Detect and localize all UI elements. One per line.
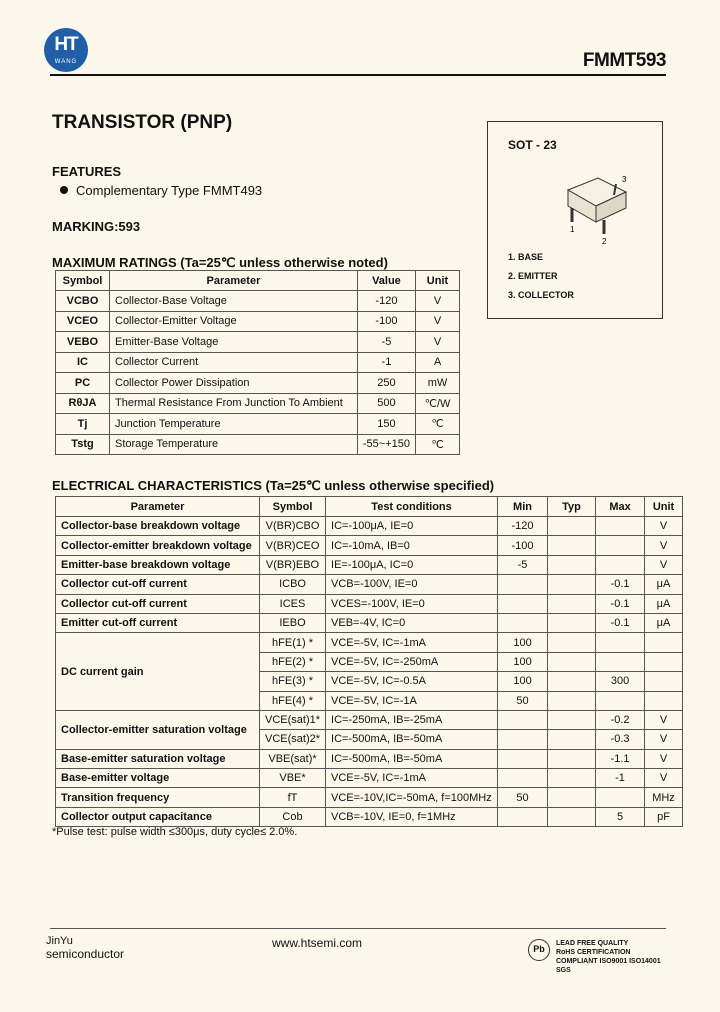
package-box xyxy=(487,121,663,319)
table-cell: hFE(3) * xyxy=(260,672,326,691)
table-cell xyxy=(596,788,645,807)
company-logo xyxy=(44,28,88,72)
table-row xyxy=(56,332,460,353)
col-header: Test conditions xyxy=(326,497,498,517)
table-cell: VCB=-100V, IE=0 xyxy=(326,575,498,594)
table-cell: VCE=-10V,IC=-50mA, f=100MHz xyxy=(326,788,498,807)
col-header: Min xyxy=(498,497,548,517)
pin-3-desc: 3. COLLECTOR xyxy=(508,290,574,300)
table-cell: DC current gain xyxy=(56,633,260,711)
table-cell: IC=-500mA, IB=-50mA xyxy=(326,730,498,749)
table-row xyxy=(56,749,683,768)
table-cell: Collector-base breakdown voltage xyxy=(56,517,260,536)
table-cell: 500 xyxy=(357,393,415,414)
table-cell xyxy=(596,517,645,536)
electrical-heading: ELECTRICAL CHARACTERISTICS (Ta=25℃ unless otherwise specified) xyxy=(52,478,495,493)
table-cell: -100 xyxy=(498,536,548,555)
table-cell: μA xyxy=(645,594,683,613)
table-cell: V xyxy=(645,517,683,536)
table-cell: V xyxy=(416,291,460,312)
table-cell: -120 xyxy=(498,517,548,536)
table-cell: IEBO xyxy=(260,613,326,632)
table-cell xyxy=(596,555,645,574)
table-cell: VCE=-5V, IC=-0.5A xyxy=(326,672,498,691)
col-header: Symbol xyxy=(56,271,110,291)
table-cell: hFE(1) * xyxy=(260,633,326,652)
pin3-label: 3 xyxy=(622,175,627,184)
table-cell: -1 xyxy=(357,352,415,373)
table-cell: ℃ xyxy=(416,434,460,455)
website-link[interactable]: www.htsemi.com xyxy=(272,936,363,950)
table-cell: mW xyxy=(416,373,460,394)
table-cell: IC=-10mA, IB=0 xyxy=(326,536,498,555)
table-cell xyxy=(596,633,645,652)
footer-divider xyxy=(50,928,666,929)
table-cell xyxy=(548,710,596,729)
table-cell: VCB=-10V, IE=0, f=1MHz xyxy=(326,807,498,826)
table-cell: Base-emitter voltage xyxy=(56,769,260,788)
table-cell: V xyxy=(645,769,683,788)
table-cell xyxy=(645,691,683,710)
table-cell xyxy=(498,613,548,632)
table-cell: Emitter cut-off current xyxy=(56,613,260,632)
col-header: Max xyxy=(596,497,645,517)
header-divider xyxy=(50,74,666,76)
table-cell: Tj xyxy=(56,414,110,435)
bullet-icon xyxy=(60,186,68,194)
table-cell: VCE=-5V, IC=-1A xyxy=(326,691,498,710)
table-cell: IC=-500mA, IB=-50mA xyxy=(326,749,498,768)
lead-free-icon: Pb xyxy=(528,939,550,961)
col-header: Value xyxy=(357,271,415,291)
table-cell: VCE=-5V, IC=-1mA xyxy=(326,769,498,788)
table-cell: -0.1 xyxy=(596,613,645,632)
table-row xyxy=(56,575,683,594)
col-header: Typ xyxy=(548,497,596,517)
table-cell: Collector output capacitance xyxy=(56,807,260,826)
col-header: Parameter xyxy=(56,497,260,517)
table-cell: ICBO xyxy=(260,575,326,594)
table-cell: -1 xyxy=(596,769,645,788)
table-cell: Collector-emitter breakdown voltage xyxy=(56,536,260,555)
table-cell: -120 xyxy=(357,291,415,312)
table-cell xyxy=(548,594,596,613)
table-cell: hFE(4) * xyxy=(260,691,326,710)
table-cell xyxy=(548,575,596,594)
table-cell: Junction Temperature xyxy=(110,414,358,435)
pin-1-desc: 1. BASE xyxy=(508,252,544,262)
table-cell: VCE(sat)2* xyxy=(260,730,326,749)
table-cell: Emitter-base breakdown voltage xyxy=(56,555,260,574)
table-cell: VEBO xyxy=(56,332,110,353)
table-cell: fT xyxy=(260,788,326,807)
table-cell: 250 xyxy=(357,373,415,394)
table-cell xyxy=(548,807,596,826)
table-cell xyxy=(548,749,596,768)
table-cell: IC=-250mA, IB=-25mA xyxy=(326,710,498,729)
table-cell: Cob xyxy=(260,807,326,826)
table-cell xyxy=(548,672,596,691)
table-row xyxy=(56,393,460,414)
table-cell: V(BR)CBO xyxy=(260,517,326,536)
table-cell: V xyxy=(645,555,683,574)
pin1-label: 1 xyxy=(570,225,575,234)
table-cell: Transition frequency xyxy=(56,788,260,807)
table-cell: Emitter-Base Voltage xyxy=(110,332,358,353)
table-cell xyxy=(548,536,596,555)
table-cell xyxy=(596,652,645,671)
table-cell: -55~+150 xyxy=(357,434,415,455)
col-header: Unit xyxy=(645,497,683,517)
table-cell: 50 xyxy=(498,788,548,807)
company-name: JinYu xyxy=(46,935,73,947)
table-cell: ℃/W xyxy=(416,393,460,414)
col-header: Parameter xyxy=(110,271,358,291)
table-cell: V xyxy=(645,730,683,749)
table-cell: Collector cut-off current xyxy=(56,594,260,613)
table-cell: 150 xyxy=(357,414,415,435)
table-cell: A xyxy=(416,352,460,373)
col-header: Symbol xyxy=(260,497,326,517)
col-header: Unit xyxy=(416,271,460,291)
table-cell: Collector-Emitter Voltage xyxy=(110,311,358,332)
pulse-test-note: *Pulse test: pulse width ≤300μs, duty cycle≤ 2.0%. xyxy=(52,826,298,838)
table-cell: V xyxy=(645,536,683,555)
table-cell: -5 xyxy=(357,332,415,353)
table-cell xyxy=(498,575,548,594)
table-cell: 300 xyxy=(596,672,645,691)
table-cell xyxy=(498,749,548,768)
table-cell xyxy=(498,807,548,826)
table-cell: Base-emitter saturation voltage xyxy=(56,749,260,768)
table-cell: VCE=-5V, IC=-250mA xyxy=(326,652,498,671)
sot23-package-icon xyxy=(558,168,638,248)
table-cell xyxy=(548,769,596,788)
pin-2-desc: 2. EMITTER xyxy=(508,271,558,281)
table-row xyxy=(56,536,683,555)
table-cell: V xyxy=(645,749,683,768)
feature-item: Complementary Type FMMT493 xyxy=(60,183,262,198)
table-header-row xyxy=(56,271,460,291)
logo-text: HT xyxy=(54,34,78,55)
table-row xyxy=(56,555,683,574)
table-row xyxy=(56,594,683,613)
table-cell: VCBO xyxy=(56,291,110,312)
table-cell xyxy=(548,652,596,671)
certification-mark: Pb LEAD FREE QUALITY RoHS CERTIFICATION COMPLIANT ISO9001 ISO14001 SGS xyxy=(528,939,661,975)
page-title: TRANSISTOR (PNP) xyxy=(52,112,233,133)
table-cell: Collector Current xyxy=(110,352,358,373)
table-row xyxy=(56,373,460,394)
table-cell: 100 xyxy=(498,672,548,691)
table-row xyxy=(56,434,460,455)
table-cell xyxy=(596,691,645,710)
table-cell: V(BR)CEO xyxy=(260,536,326,555)
part-number: FMMT593 xyxy=(582,50,666,71)
logo-subtext: WANG xyxy=(54,59,78,65)
table-cell xyxy=(645,633,683,652)
max-ratings-heading: MAXIMUM RATINGS (Ta=25℃ unless otherwise noted) xyxy=(52,255,388,270)
table-row xyxy=(56,291,460,312)
table-cell: VBE(sat)* xyxy=(260,749,326,768)
table-cell: V(BR)EBO xyxy=(260,555,326,574)
table-cell xyxy=(548,788,596,807)
table-cell: ℃ xyxy=(416,414,460,435)
table-cell: pF xyxy=(645,807,683,826)
table-row xyxy=(56,788,683,807)
table-cell: V xyxy=(645,710,683,729)
marking: MARKING:593 xyxy=(52,219,141,234)
table-cell: Tstg xyxy=(56,434,110,455)
table-cell: MHz xyxy=(645,788,683,807)
table-cell: RθJA xyxy=(56,393,110,414)
table-row xyxy=(56,769,683,788)
table-cell: 5 xyxy=(596,807,645,826)
table-cell: Collector Power Dissipation xyxy=(110,373,358,394)
table-cell xyxy=(548,517,596,536)
table-cell: IE=-100μA, IC=0 xyxy=(326,555,498,574)
table-cell: -0.2 xyxy=(596,710,645,729)
features-heading: FEATURES xyxy=(52,164,122,179)
table-cell xyxy=(498,594,548,613)
max-ratings-table xyxy=(55,270,460,455)
table-cell: Collector-Base Voltage xyxy=(110,291,358,312)
table-row xyxy=(56,807,683,826)
table-cell xyxy=(498,710,548,729)
table-cell: VCE=-5V, IC=-1mA xyxy=(326,633,498,652)
table-cell: -0.1 xyxy=(596,575,645,594)
table-cell xyxy=(498,730,548,749)
table-cell: μA xyxy=(645,613,683,632)
table-cell: Storage Temperature xyxy=(110,434,358,455)
table-cell: 100 xyxy=(498,633,548,652)
table-cell xyxy=(548,730,596,749)
table-cell: Collector-emitter saturation voltage xyxy=(56,710,260,749)
table-cell: V xyxy=(416,332,460,353)
table-row xyxy=(56,311,460,332)
table-cell xyxy=(548,555,596,574)
pin2-label: 2 xyxy=(602,237,607,246)
package-name: SOT - 23 xyxy=(508,138,557,152)
table-cell: -5 xyxy=(498,555,548,574)
table-cell: IC xyxy=(56,352,110,373)
table-row xyxy=(56,633,683,652)
table-cell xyxy=(548,613,596,632)
company-name-2: semiconductor xyxy=(46,947,125,961)
table-cell: VCE(sat)1* xyxy=(260,710,326,729)
table-header-row xyxy=(56,497,683,517)
table-cell xyxy=(548,633,596,652)
table-cell xyxy=(548,691,596,710)
table-cell: -0.1 xyxy=(596,594,645,613)
table-cell: ICES xyxy=(260,594,326,613)
table-cell: 50 xyxy=(498,691,548,710)
table-row xyxy=(56,710,683,729)
table-cell xyxy=(498,769,548,788)
table-cell xyxy=(596,536,645,555)
table-cell: Collector cut-off current xyxy=(56,575,260,594)
table-cell: μA xyxy=(645,575,683,594)
table-cell: hFE(2) * xyxy=(260,652,326,671)
table-cell xyxy=(645,652,683,671)
table-cell: Thermal Resistance From Junction To Ambient xyxy=(110,393,358,414)
table-cell: 100 xyxy=(498,652,548,671)
table-cell: -100 xyxy=(357,311,415,332)
table-cell: -1.1 xyxy=(596,749,645,768)
table-cell: VCES=-100V, IE=0 xyxy=(326,594,498,613)
table-cell xyxy=(645,672,683,691)
table-row xyxy=(56,414,460,435)
table-cell: -0.3 xyxy=(596,730,645,749)
table-row xyxy=(56,613,683,632)
table-row xyxy=(56,352,460,373)
table-cell: VBE* xyxy=(260,769,326,788)
table-row xyxy=(56,517,683,536)
electrical-table xyxy=(55,496,683,827)
table-cell: VEB=-4V, IC=0 xyxy=(326,613,498,632)
table-cell: IC=-100μA, IE=0 xyxy=(326,517,498,536)
table-cell: PC xyxy=(56,373,110,394)
table-cell: VCEO xyxy=(56,311,110,332)
table-cell: V xyxy=(416,311,460,332)
